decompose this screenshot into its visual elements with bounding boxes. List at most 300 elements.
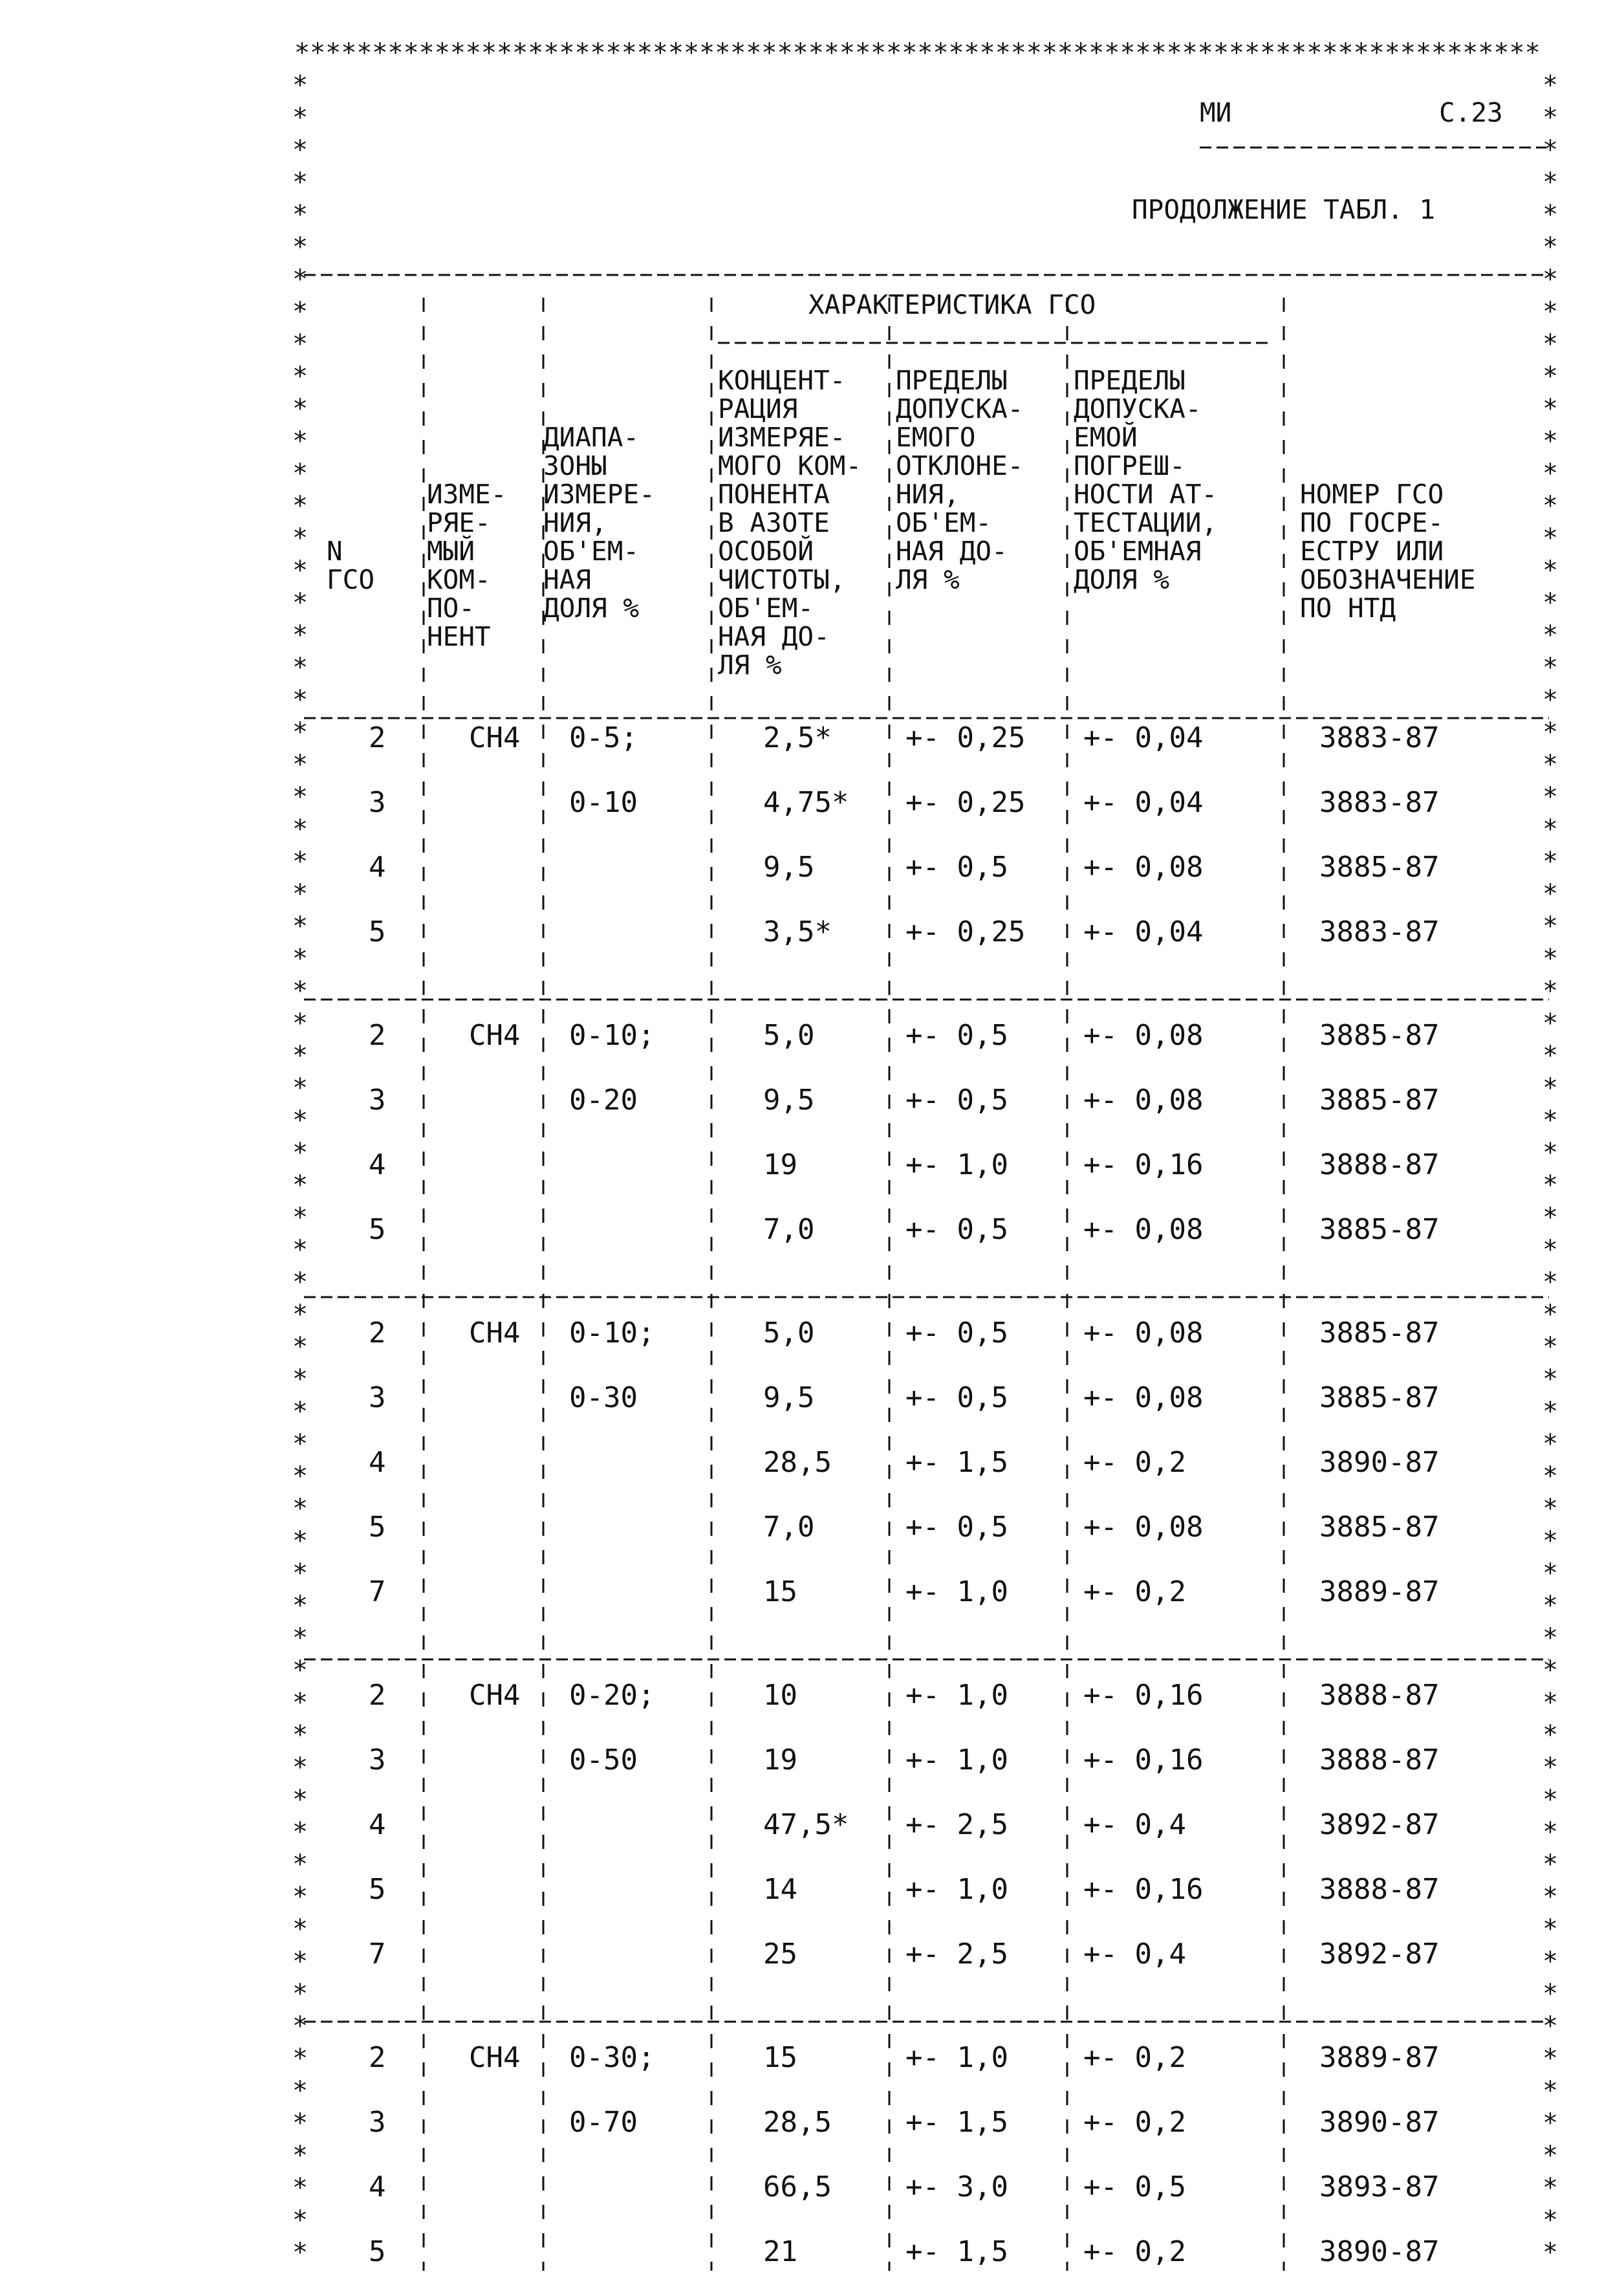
- error-value: +- 0,16: [1083, 1873, 1204, 1906]
- column-header-component: [427, 479, 506, 652]
- registry-number: 3892-87: [1319, 1938, 1440, 1971]
- right-border-asterisk: *: [1543, 1235, 1559, 1265]
- gso-number: 2: [369, 721, 386, 754]
- left-border-asterisk: *: [292, 1850, 309, 1879]
- left-border-asterisk: *: [292, 685, 309, 715]
- gso-number: 3: [369, 1381, 386, 1414]
- column-header-line: ПОГРЕШ-: [1074, 450, 1186, 481]
- column-header-line: НЕНТ: [427, 621, 491, 652]
- table-row: [369, 1511, 1439, 1544]
- column-header-line: МЫЙ: [427, 536, 475, 567]
- right-border-asterisk: *: [1543, 1526, 1559, 1556]
- left-border-asterisk: *: [292, 1623, 309, 1653]
- gso-number: 4: [369, 1808, 386, 1841]
- left-border-asterisk: *: [292, 1073, 309, 1103]
- range-value: 0-30: [569, 1381, 638, 1414]
- column-header-line: ОСОБОЙ: [718, 536, 814, 567]
- range-value: 0-70: [569, 2106, 638, 2139]
- left-border-asterisk: *: [292, 168, 309, 197]
- deviation-value: +- 1,0: [905, 1575, 1008, 1608]
- left-border-asterisk: *: [292, 1914, 309, 1944]
- range-value: 0-30;: [569, 2041, 655, 2074]
- right-border-asterisk: *: [1543, 620, 1559, 650]
- concentration-value: 25: [763, 1938, 797, 1971]
- table-row: [369, 1873, 1439, 1906]
- left-border-asterisk: *: [292, 2044, 309, 2073]
- column-header-concentration: [718, 365, 861, 681]
- left-border-asterisk: *: [292, 103, 309, 133]
- left-border-asterisk: *: [292, 912, 309, 941]
- table-body: [369, 721, 1439, 2268]
- left-border-asterisk: *: [292, 1785, 309, 1815]
- right-border-asterisk: *: [1543, 1170, 1559, 1200]
- right-border-asterisk: *: [1543, 750, 1559, 780]
- left-border-asterisk: *: [292, 1591, 309, 1621]
- concentration-value: 7,0: [763, 1213, 815, 1246]
- table-row: [369, 721, 1439, 754]
- column-header-line: ТЕСТАЦИИ,: [1074, 507, 1218, 538]
- right-border-asterisk: *: [1543, 1850, 1559, 1879]
- column-header-line: ЕМОЙ: [1074, 422, 1138, 453]
- right-border-asterisk: *: [1543, 976, 1559, 1006]
- right-border-asterisk: *: [1543, 2011, 1559, 2041]
- table-group: [369, 1019, 1439, 1246]
- deviation-value: +- 1,5: [905, 2106, 1008, 2139]
- registry-number: 3883-87: [1319, 915, 1440, 948]
- concentration-value: 4,75*: [763, 786, 849, 819]
- concentration-value: 15: [763, 1575, 797, 1608]
- right-border-asterisk: *: [1543, 1138, 1559, 1168]
- column-header-line: ДОЛЯ %: [543, 593, 640, 624]
- concentration-value: 21: [763, 2235, 797, 2268]
- left-border-asterisk: *: [292, 329, 309, 359]
- right-border-asterisk: *: [1543, 200, 1559, 230]
- column-header-line: ПО НТД: [1300, 593, 1396, 624]
- column-header-line: НОМЕР ГСО: [1300, 479, 1444, 510]
- registry-number: 3885-87: [1319, 1019, 1440, 1052]
- concentration-value: 28,5: [763, 2106, 832, 2139]
- left-border-asterisk: *: [292, 1720, 309, 1750]
- right-border-asterisk: *: [1543, 1882, 1559, 1912]
- deviation-value: +- 0,25: [905, 721, 1026, 754]
- registry-number: 3890-87: [1319, 1446, 1440, 1479]
- deviation-value: +- 1,0: [905, 1744, 1008, 1777]
- right-border-asterisk: *: [1543, 1429, 1559, 1459]
- gso-number: 5: [369, 1213, 386, 1246]
- column-header-line: В АЗОТЕ: [718, 507, 830, 538]
- right-border-asterisk: *: [1543, 232, 1559, 262]
- left-border-asterisk: *: [292, 1688, 309, 1718]
- deviation-value: +- 0,5: [905, 1213, 1008, 1246]
- gso-number: 2: [369, 1019, 386, 1052]
- column-header-deviation: [896, 365, 1023, 595]
- column-header-line: ПРЕДЕЛЫ: [1074, 365, 1186, 396]
- continuation-caption: ПРОДОЛЖЕНИЕ ТАБЛ. 1: [1132, 194, 1435, 225]
- left-border-asterisk: *: [292, 394, 309, 424]
- gso-number: 4: [369, 1446, 386, 1479]
- left-border-asterisk: *: [292, 1203, 309, 1232]
- deviation-value: +- 0,5: [905, 851, 1008, 884]
- left-border-asterisk: *: [292, 750, 309, 780]
- registry-number: 3885-87: [1319, 1511, 1440, 1544]
- left-border-asterisk: *: [292, 362, 309, 391]
- deviation-value: +- 1,5: [905, 2235, 1008, 2268]
- left-border-asterisk: *: [292, 426, 309, 456]
- gso-number: 2: [369, 2041, 386, 2074]
- deviation-value: +- 0,25: [905, 915, 1026, 948]
- deviation-value: +- 0,5: [905, 1317, 1008, 1350]
- left-border-asterisk: *: [292, 815, 309, 844]
- column-header-error: [1074, 365, 1217, 595]
- right-border-asterisk: *: [1543, 1009, 1559, 1038]
- error-value: +- 0,2: [1083, 1575, 1186, 1608]
- left-border-asterisk: *: [292, 1300, 309, 1329]
- right-border-asterisk: *: [1543, 362, 1559, 391]
- right-border-asterisk: *: [1543, 1461, 1559, 1491]
- right-border-asterisk: *: [1543, 1656, 1559, 1685]
- left-border-asterisk: *: [292, 588, 309, 618]
- right-border-asterisk: *: [1543, 2044, 1559, 2073]
- right-border-asterisk: *: [1543, 815, 1559, 844]
- left-border-asterisk: *: [292, 1364, 309, 1394]
- column-header-line: ПО ГОСРЕ-: [1300, 507, 1444, 538]
- column-header-line: МОГО КОМ-: [718, 450, 862, 481]
- column-header-line: ПРЕДЕЛЫ: [896, 365, 1008, 396]
- right-border-asterisk: *: [1543, 1817, 1559, 1847]
- table-row: [369, 1446, 1439, 1479]
- right-border-asterisk: *: [1543, 1267, 1559, 1297]
- right-border-asterisk: *: [1543, 2205, 1559, 2235]
- column-header-line: ОБ'ЕМНАЯ: [1074, 536, 1202, 567]
- left-border-asterisk: *: [292, 2108, 309, 2138]
- registry-number: 3885-87: [1319, 1317, 1440, 1350]
- column-header-line: ЧИСТОТЫ,: [718, 564, 846, 595]
- left-border-asterisk: *: [292, 1526, 309, 1556]
- left-border-asterisk: *: [292, 200, 309, 230]
- component-name: CH4: [469, 2041, 521, 2074]
- left-border-asterisk: *: [292, 1429, 309, 1459]
- table-row: [369, 851, 1439, 884]
- table-row: [369, 2170, 1439, 2203]
- group-header: ХАРАКТЕРИСТИКА ГСО: [808, 289, 1096, 320]
- error-value: +- 0,04: [1083, 786, 1204, 819]
- gso-number: 5: [369, 915, 386, 948]
- table-row: [369, 1381, 1439, 1414]
- right-border-asterisk: *: [1543, 782, 1559, 812]
- column-header-line: ОБ'ЕМ-: [896, 507, 992, 538]
- right-border-asterisk: *: [1543, 1041, 1559, 1071]
- registry-number: 3885-87: [1319, 1381, 1440, 1414]
- column-header-line: РАЦИЯ: [718, 393, 798, 424]
- gso-number: 5: [369, 1873, 386, 1906]
- left-border-asterisk: *: [292, 1947, 309, 1976]
- concentration-value: 3,5*: [763, 915, 832, 948]
- column-header-line: ДИАПА-: [543, 422, 640, 453]
- right-border-asterisk: *: [1543, 459, 1559, 488]
- error-value: +- 0,16: [1083, 1148, 1204, 1181]
- document-code: МИ: [1200, 97, 1232, 128]
- concentration-value: 47,5*: [763, 1808, 849, 1841]
- concentration-value: 5,0: [763, 1019, 815, 1052]
- error-value: +- 0,16: [1083, 1679, 1204, 1712]
- registry-number: 3892-87: [1319, 1808, 1440, 1841]
- gso-number: 4: [369, 2170, 386, 2203]
- right-border-asterisk: *: [1543, 912, 1559, 941]
- deviation-value: +- 0,5: [905, 1381, 1008, 1414]
- registry-number: 3885-87: [1319, 1213, 1440, 1246]
- left-border-asterisk: *: [292, 1461, 309, 1491]
- left-border-asterisk: *: [292, 2011, 309, 2041]
- column-header-line: РЯЕ-: [427, 507, 491, 538]
- right-border-asterisk: *: [1543, 1720, 1559, 1750]
- gso-number: 4: [369, 1148, 386, 1181]
- deviation-value: +- 1,0: [905, 1679, 1008, 1712]
- registry-number: 3883-87: [1319, 721, 1440, 754]
- right-border-asterisk: *: [1543, 2238, 1559, 2268]
- left-border-asterisk: *: [292, 1106, 309, 1135]
- error-value: +- 0,2: [1083, 2235, 1186, 2268]
- table-row: [369, 1808, 1439, 1841]
- error-value: +- 0,2: [1083, 2106, 1186, 2139]
- concentration-value: 9,5: [763, 851, 815, 884]
- table-group: [369, 1679, 1439, 1971]
- column-header-line: КОНЦЕНТ-: [718, 365, 846, 396]
- gso-number: 3: [369, 1084, 386, 1117]
- column-header-line: ДОЛЯ %: [1074, 564, 1170, 595]
- column-header-line: НИЯ,: [543, 507, 607, 538]
- column-header-line: ДОПУСКА-: [896, 393, 1024, 424]
- deviation-value: +- 1,5: [905, 1446, 1008, 1479]
- right-border-asterisk: *: [1543, 168, 1559, 197]
- error-value: +- 0,4: [1083, 1938, 1186, 1971]
- left-border-asterisk: *: [292, 1494, 309, 1524]
- right-border-asterisk: *: [1543, 491, 1559, 521]
- column-header-line: ОБ'ЕМ-: [718, 593, 814, 624]
- table-row: [369, 1019, 1439, 1052]
- left-border-asterisk: *: [292, 523, 309, 553]
- concentration-value: 9,5: [763, 1381, 815, 1414]
- component-name: CH4: [469, 1679, 521, 1712]
- left-border-asterisk: *: [292, 717, 309, 747]
- range-value: 0-20: [569, 1084, 638, 1117]
- right-border-asterisk: *: [1543, 1203, 1559, 1232]
- deviation-value: +- 0,5: [905, 1511, 1008, 1544]
- table-row: [369, 786, 1439, 819]
- right-border-asterisk: *: [1543, 71, 1559, 100]
- column-headers: [327, 365, 1476, 681]
- table-row: [369, 1938, 1439, 1971]
- error-value: +- 0,08: [1083, 851, 1204, 884]
- column-header-line: НОСТИ АТ-: [1074, 479, 1218, 510]
- table-row: [369, 915, 1439, 948]
- left-border-asterisk: *: [292, 135, 309, 165]
- left-border-asterisk: *: [292, 944, 309, 974]
- left-border-asterisk: *: [292, 1558, 309, 1588]
- left-border-asterisk: *: [292, 71, 309, 100]
- column-header-line: ИЗМЕ-: [427, 479, 507, 510]
- left-border-asterisk: *: [292, 1138, 309, 1168]
- concentration-value: 66,5: [763, 2170, 832, 2203]
- column-header-gso_n: [327, 536, 374, 595]
- table-row: [369, 1213, 1439, 1246]
- right-border-asterisk: *: [1543, 1558, 1559, 1588]
- concentration-value: 28,5: [763, 1446, 832, 1479]
- right-border-asterisk: *: [1543, 135, 1559, 165]
- component-name: CH4: [469, 1317, 521, 1350]
- right-border-asterisk: *: [1543, 944, 1559, 974]
- registry-number: 3893-87: [1319, 2170, 1440, 2203]
- registry-number: 3889-87: [1319, 2041, 1440, 2074]
- component-name: CH4: [469, 721, 521, 754]
- deviation-value: +- 1,0: [905, 2041, 1008, 2074]
- table-group: [369, 2041, 1439, 2268]
- concentration-value: 14: [763, 1873, 797, 1906]
- left-border-asterisk: *: [292, 2173, 309, 2203]
- left-border-asterisk: *: [292, 653, 309, 683]
- left-border-asterisk: *: [292, 1979, 309, 2009]
- concentration-value: 2,5*: [763, 721, 832, 754]
- left-border-asterisk: *: [292, 1397, 309, 1427]
- table-row: [369, 1148, 1439, 1181]
- table-row: [369, 1575, 1439, 1608]
- concentration-value: 9,5: [763, 1084, 815, 1117]
- right-border-asterisk: *: [1543, 685, 1559, 715]
- column-header-line: НАЯ ДО-: [896, 536, 1008, 567]
- table-row: [369, 2041, 1439, 2074]
- column-header-line: ЕМОГО: [896, 422, 976, 453]
- registry-number: 3885-87: [1319, 851, 1440, 884]
- right-border-asterisk: *: [1543, 1073, 1559, 1103]
- right-border-asterisk: *: [1543, 1106, 1559, 1135]
- error-value: +- 0,04: [1083, 721, 1204, 754]
- error-value: +- 0,2: [1083, 1446, 1186, 1479]
- range-value: 0-20;: [569, 1679, 655, 1712]
- gso-number: 2: [369, 1679, 386, 1712]
- left-border-asterisk: *: [292, 620, 309, 650]
- registry-number: 3885-87: [1319, 1084, 1440, 1117]
- left-border-asterisk: *: [292, 556, 309, 585]
- column-header-line: ЕСТРУ ИЛИ: [1300, 536, 1444, 567]
- left-border-asterisk: *: [292, 2238, 309, 2268]
- range-value: 0-10;: [569, 1317, 655, 1350]
- right-border-asterisk: *: [1543, 1591, 1559, 1621]
- column-header-line: ИЗМЕРЯЕ-: [718, 422, 846, 453]
- deviation-value: +- 0,5: [905, 1084, 1008, 1117]
- column-header-line: ЛЯ %: [896, 564, 960, 595]
- error-value: +- 0,08: [1083, 1511, 1204, 1544]
- right-border-asterisk: *: [1543, 1300, 1559, 1329]
- concentration-value: 19: [763, 1148, 797, 1181]
- left-border-asterisk: *: [292, 1041, 309, 1071]
- left-border-asterisk: *: [292, 265, 309, 294]
- deviation-value: +- 3,0: [905, 2170, 1008, 2203]
- concentration-value: 10: [763, 1679, 797, 1712]
- gso-number: 7: [369, 1938, 386, 1971]
- left-border-asterisk: *: [292, 879, 309, 909]
- column-header-line: НИЯ,: [896, 479, 960, 510]
- table-row: [369, 1317, 1439, 1350]
- right-border-asterisk: *: [1543, 556, 1559, 585]
- right-border-asterisk: *: [1543, 2141, 1559, 2170]
- right-border-asterisk: *: [1543, 329, 1559, 359]
- left-border-asterisk: *: [292, 459, 309, 488]
- error-value: +- 0,08: [1083, 1317, 1204, 1350]
- concentration-value: 7,0: [763, 1511, 815, 1544]
- column-header-registry: [1300, 479, 1476, 624]
- concentration-value: 15: [763, 2041, 797, 2074]
- right-border-asterisk: *: [1543, 297, 1559, 327]
- deviation-value: +- 2,5: [905, 1808, 1008, 1841]
- right-border-asterisk: *: [1543, 1494, 1559, 1524]
- left-border-asterisk: *: [292, 232, 309, 262]
- right-border-asterisk: *: [1543, 1364, 1559, 1394]
- column-header-line: ДОПУСКА-: [1074, 393, 1202, 424]
- gso-number: 5: [369, 2235, 386, 2268]
- deviation-value: +- 2,5: [905, 1938, 1008, 1971]
- range-value: 0-50: [569, 1744, 638, 1777]
- error-value: +- 0,08: [1083, 1381, 1204, 1414]
- registry-number: 3883-87: [1319, 786, 1440, 819]
- right-border-asterisk: *: [1543, 879, 1559, 909]
- left-border-asterisk: *: [292, 1009, 309, 1038]
- column-header-line: НАЯ: [543, 564, 592, 595]
- right-border-asterisk: *: [1543, 1397, 1559, 1427]
- right-border-asterisk: *: [1543, 588, 1559, 618]
- right-border-asterisk: *: [1543, 1947, 1559, 1976]
- left-border-asterisk: *: [292, 2205, 309, 2235]
- column-header-line: ЛЯ %: [718, 650, 782, 681]
- right-border-asterisk: *: [1543, 1623, 1559, 1653]
- table-row: [369, 1744, 1439, 1777]
- right-border-asterisk: *: [1543, 2108, 1559, 2138]
- right-border-asterisk: *: [1543, 103, 1559, 133]
- deviation-value: +- 0,25: [905, 786, 1026, 819]
- column-header-line: ОБОЗНАЧЕНИЕ: [1300, 564, 1476, 595]
- table-group: [369, 721, 1439, 948]
- error-value: +- 0,08: [1083, 1213, 1204, 1246]
- left-border-asterisk: *: [292, 782, 309, 812]
- error-value: +- 0,4: [1083, 1808, 1186, 1841]
- registry-number: 3888-87: [1319, 1873, 1440, 1906]
- deviation-value: +- 1,0: [905, 1148, 1008, 1181]
- range-value: 0-10;: [569, 1019, 655, 1052]
- gso-number: 3: [369, 786, 386, 819]
- right-border-asterisk: *: [1543, 2076, 1559, 2106]
- right-border-asterisk: *: [1543, 653, 1559, 683]
- column-header-line: ОБ'ЕМ-: [543, 536, 640, 567]
- left-border-asterisk: *: [292, 1882, 309, 1912]
- right-border-asterisk: *: [1543, 717, 1559, 747]
- right-border-asterisk: *: [1543, 1753, 1559, 1782]
- left-border-asterisk: *: [292, 1656, 309, 1685]
- left-border-asterisk: *: [292, 1235, 309, 1265]
- left-border-asterisk: *: [292, 491, 309, 521]
- table-row: [369, 2235, 1439, 2268]
- registry-number: 3890-87: [1319, 2235, 1440, 2268]
- right-border-asterisk: *: [1543, 265, 1559, 294]
- column-header-line: ПО-: [427, 593, 475, 624]
- left-border-asterisk: *: [292, 847, 309, 877]
- page-number: С.23: [1439, 97, 1503, 128]
- right-border-asterisk: *: [1543, 426, 1559, 456]
- registry-number: 3888-87: [1319, 1679, 1440, 1712]
- right-border-asterisk: *: [1543, 523, 1559, 553]
- left-border-asterisk: *: [292, 1817, 309, 1847]
- gso-number: 7: [369, 1575, 386, 1608]
- column-header-line: ЗОНЫ: [543, 450, 607, 481]
- left-border-asterisk: *: [292, 1332, 309, 1362]
- concentration-value: 5,0: [763, 1317, 815, 1350]
